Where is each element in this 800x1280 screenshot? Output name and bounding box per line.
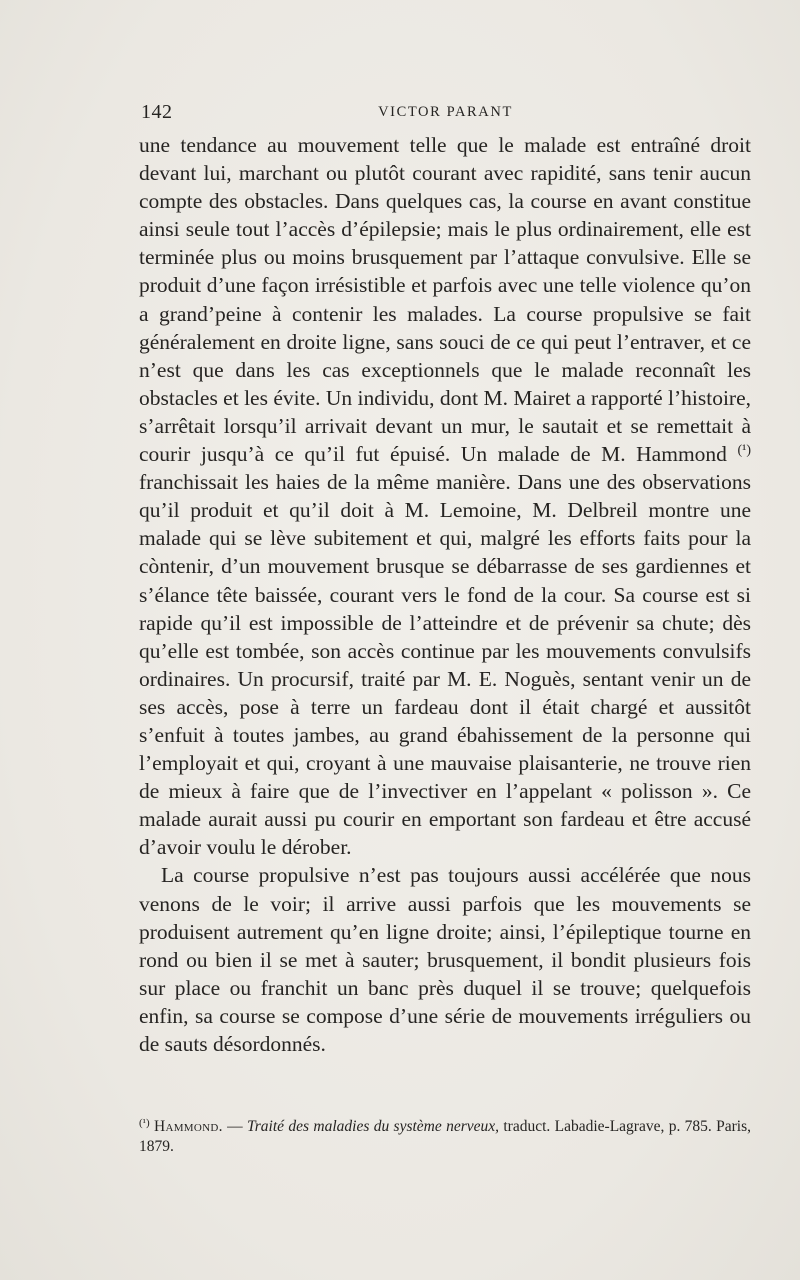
- footnote-mark: (¹): [139, 1117, 150, 1129]
- page-header: [141, 101, 750, 129]
- paragraph-2: La course propulsive n’est pas toujours aussi accélérée que nous venons de le voir; il arrive aussi parfois que les mouvements se produisent autrement qu’en ligne droite; ainsi, l’épileptique tourne en rond ou bien il se met à sauter; brusquement, il bondit plusieurs fois sur place ou franchit un banc près duquel il se trouve; quelquefois enfin, sa course se compose d’une série de mouvements irréguliers ou de sauts désordonnés.: [139, 863, 751, 1056]
- body-text: [139, 131, 751, 1058]
- footnote-separator: —: [222, 1118, 247, 1135]
- footnote: [139, 1117, 751, 1157]
- paragraph-1-text-b: franchissait les haies de la même manière. Dans une des observations qu’il produit et qu’il doit à M. Lemoine, M. Delbreil montre une malade qui se lève subitement et qui, malgré les efforts faits pour la còntenir, d’un mouvement brusque se débarrasse de ses gardiennes et s’élance tête baissée, courant vers le fond de la cour. Sa course est si rapide qu’il est impossible de l’atteindre et de prévenir sa chute; dès qu’elle est tombée, son accès continue par les mouvements convulsifs ordinaires. Un procursif, traité par M. E. Noguès, sentant venir un de ses accès, pose à terre un fardeau dont il était chargé et aussitôt s’enfuit à toutes jambes, au grand ébahissement de la personne qui l’employait et qui, croyant à une mauvaise plaisanterie, ne trouve rien de mieux à faire que de l’invectiver en l’appelant « polisson ». Ce malade aurait aussi pu courir en emportant son fardeau et être accusé d’avoir voulu le dérober.: [139, 470, 751, 860]
- footnote-details: traduct. Labadie-Lagrave, p. 785. Paris, 1879.: [139, 1118, 752, 1155]
- footnote-reference: (¹): [737, 443, 752, 459]
- paragraph-1: [139, 131, 751, 861]
- footnote-author: Hammond.: [153, 1118, 223, 1135]
- running-head: VICTOR PARANT: [378, 104, 513, 120]
- footnote-title: Traité des maladies du système nerveux,: [247, 1118, 500, 1135]
- page-number: 142: [141, 101, 173, 123]
- paragraph-1-text-a: une tendance au mouvement telle que le malade est entraîné droit devant lui, marchant ou plutôt courant avec rapidité, sans tenir aucun compte des obstacles. Dans quelques cas, la course en avant constitue ainsi seule tout l’accès d’épilepsie; mais le plus ordinairement, elle est terminée plus ou moins brusquement par l’attaque convulsive. Elle se produit d’une façon irrésistible et parfois avec une telle violence qu’on a grand’peine à contenir les malades. La course propulsive se fait généralement en droite ligne, sans souci de ce qui peut l’entraver, et ce n’est que dans les cas exceptionnels que le malade reconnaît les obstacles et les évite. Un individu, dont M. Mairet a rapporté l’histoire, s’arrêtait lorsqu’il arrivait devant un mur, le sautait et se remettait à courir jusqu’à ce qu’il fut épuisé. Un malade de M. Hammond: [139, 133, 752, 467]
